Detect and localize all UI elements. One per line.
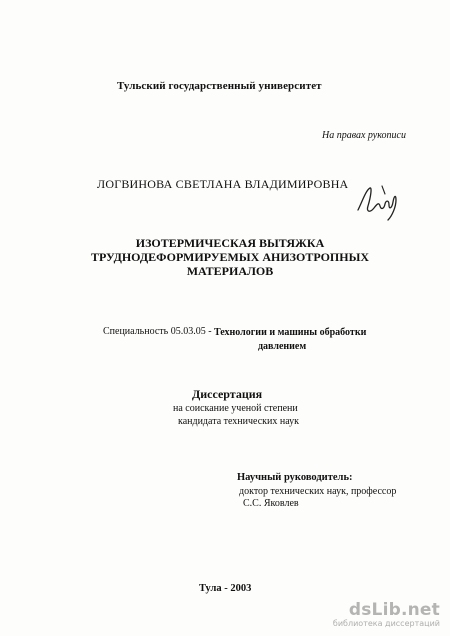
degree-line: на соискание ученой степени	[173, 403, 298, 414]
watermark-subtitle: библиотека диссертаций	[332, 619, 440, 628]
watermark-logo-text: dsLib.net	[348, 600, 440, 620]
university-name: Тульский государственный университет	[117, 80, 322, 92]
watermark	[332, 600, 442, 630]
specialty-value-line: давлением	[258, 341, 307, 352]
specialty-value-line: Технологии и машины обработки	[214, 327, 367, 338]
city-year: Тула - 2003	[199, 583, 252, 594]
manuscript-note: На правах рукописи	[322, 130, 406, 141]
specialty-label: Специальность 05.03.05 -	[103, 326, 212, 337]
author-name: ЛОГВИНОВА СВЕТЛАНА ВЛАДИМИРОВНА	[97, 177, 349, 191]
degree-line: кандидата технических наук	[178, 416, 300, 427]
supervisor-heading: Научный руководитель:	[237, 472, 353, 483]
author-signature	[352, 180, 400, 226]
title-line: ИЗОТЕРМИЧЕСКАЯ ВЫТЯЖКА	[135, 236, 325, 250]
specialty-value	[214, 326, 404, 354]
supervisor-degree: доктор технических наук, профессор	[239, 486, 397, 497]
title-line: ТРУДНОДЕФОРМИРУЕМЫХ АНИЗОТРОПНЫХ	[90, 250, 370, 264]
title-line: МАТЕРИАЛОВ	[186, 264, 274, 278]
supervisor-name: С.С. Яковлев	[243, 498, 299, 509]
dissertation-title	[80, 236, 380, 278]
dissertation-heading: Диссертация	[192, 387, 263, 401]
